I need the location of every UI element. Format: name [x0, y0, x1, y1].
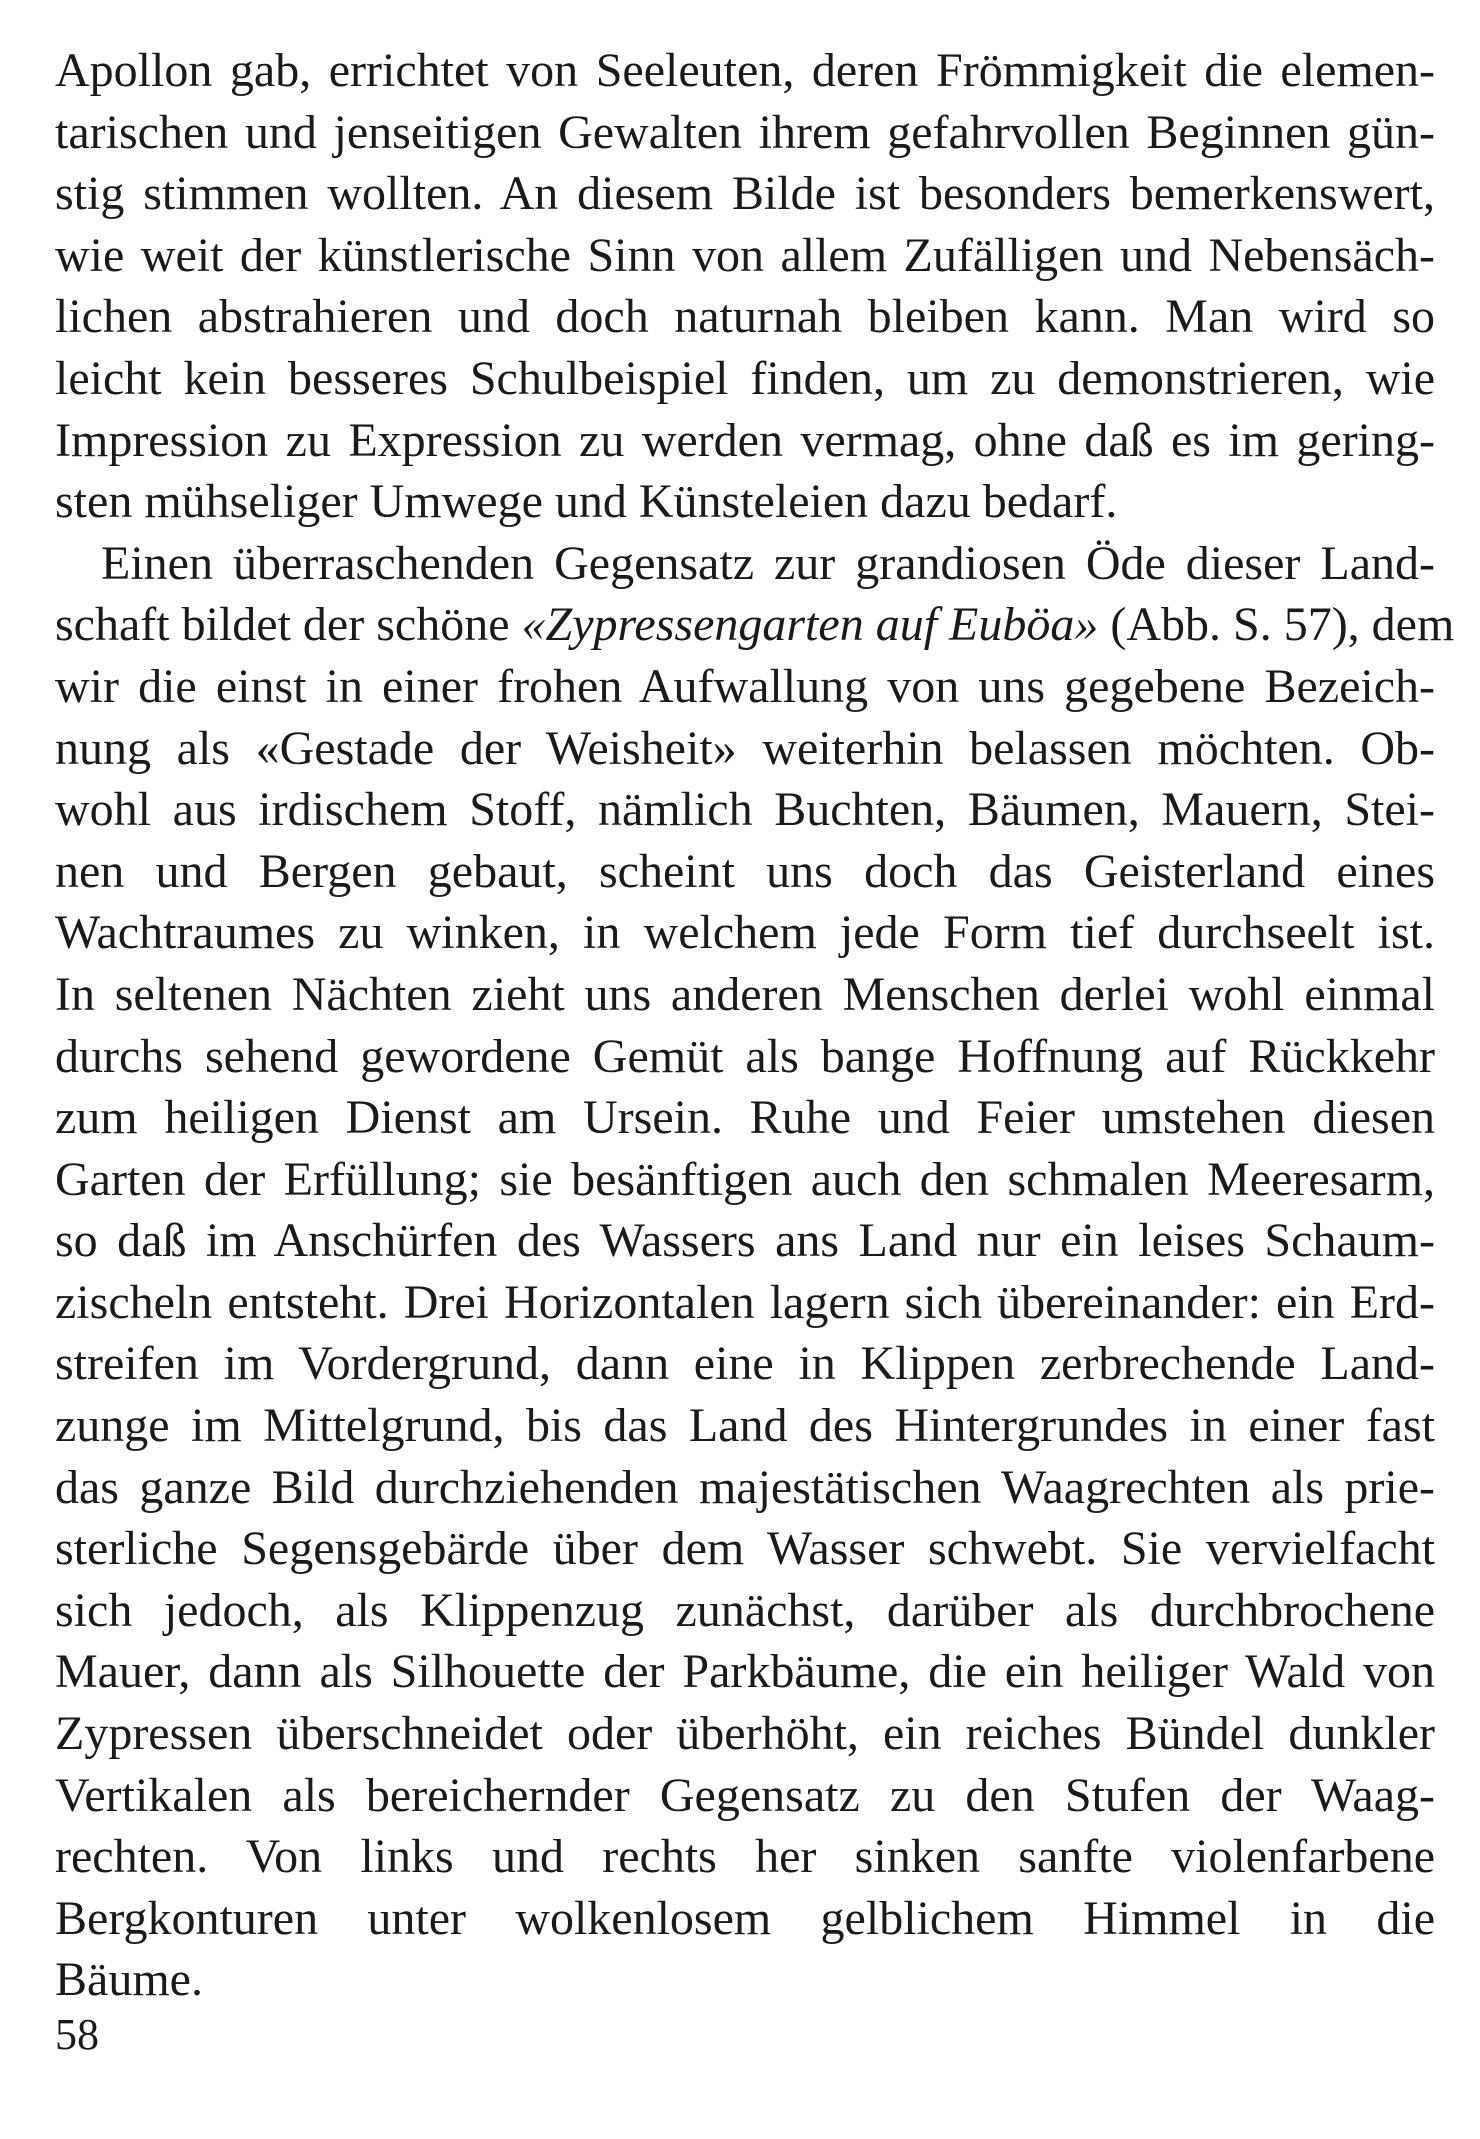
text-line: Vertikalen als bereichernder Gegensatz zu den Stufen der Waag-	[55, 1768, 1435, 1822]
text-line-with-title	[55, 594, 1455, 656]
text-line: zischeln entsteht. Drei Horizontalen lagern sich übereinander: ein Erd-	[55, 1275, 1435, 1329]
text-line: nen und Bergen gebaut, scheint uns doch das Geisterland eines	[55, 844, 1435, 898]
text-line: sten mühseliger Umwege und Künsteleien dazu bedarf.	[55, 475, 1118, 529]
text-line: sich jedoch, als Klippenzug zunächst, darüber als durchbrochene	[55, 1583, 1435, 1637]
text-line: streifen im Vordergrund, dann eine in Klippen zerbrechende Land-	[55, 1337, 1435, 1391]
text-line: Apollon gab, errichtet von Seeleuten, deren Frömmigkeit die elemen-	[55, 44, 1435, 97]
text-line: so daß im Anschürfen des Wassers ans Land nur ein leises Schaum-	[55, 1214, 1435, 1268]
text-line: Garten der Erfüllung; sie besänftigen auch den schmalen Meeresarm,	[55, 1152, 1435, 1206]
page-body	[55, 40, 1455, 2011]
text-line: nung als «Gestade der Weisheit» weiterhin belassen möchten. Ob-	[55, 721, 1435, 775]
text-line: wie weit der künstlerische Sinn von allem Zufälligen und Nebensäch-	[55, 228, 1435, 282]
text-segment: (Abb. S. 57), dem	[1098, 598, 1455, 652]
text-line: stig stimmen wollten. An diesem Bilde ist besonders bemerkenswert,	[55, 167, 1435, 221]
text-line: wir die einst in einer frohen Aufwallung von uns gegebene Bezeich-	[55, 659, 1435, 713]
text-line: Einen überraschenden Gegensatz zur grandiosen Öde dieser Land-	[101, 536, 1435, 590]
text-line: Bergkonturen unter wolkenlosem gelblichem Himmel in die	[55, 1891, 1435, 1945]
text-line: leicht kein besseres Schulbeispiel finden, um zu demonstrieren, wie	[55, 351, 1435, 405]
text-line: wohl aus irdischem Stoff, nämlich Buchten, Bäumen, Mauern, Stei-	[55, 783, 1435, 837]
text-line: das ganze Bild durchziehenden majestätischen Waagrechten als prie-	[55, 1460, 1435, 1514]
text-line: durchs sehend gewordene Gemüt als bange Hoffnung auf Rückkehr	[55, 1029, 1435, 1083]
text-line: Zypressen überschneidet oder überhöht, ein reiches Bündel dunkler	[55, 1707, 1435, 1761]
text-line: Mauer, dann als Silhouette der Parkbäume, die ein heiliger Wald von	[55, 1645, 1435, 1699]
text-line: rechten. Von links und rechts her sinken sanfte violenfarbene	[55, 1830, 1435, 1884]
text-line: Bäume.	[55, 1953, 203, 2007]
paragraph-2	[55, 533, 1455, 2011]
artwork-title: «Zypressengarten auf Euböa»	[521, 598, 1099, 652]
text-line: lichen abstrahieren und doch naturnah bleiben kann. Man wird so	[55, 290, 1435, 344]
text-line: In seltenen Nächten zieht uns anderen Menschen derlei wohl einmal	[55, 967, 1435, 1021]
text-line: Impression zu Expression zu werden vermag, ohne daß es im gering-	[55, 413, 1435, 467]
paragraph-1	[55, 40, 1435, 533]
text-line: tarischen und jenseitigen Gewalten ihrem gefahrvollen Beginnen gün-	[55, 105, 1435, 159]
text-line: sterliche Segensgebärde über dem Wasser schwebt. Sie vervielfacht	[55, 1522, 1435, 1576]
text-line: zum heiligen Dienst am Ursein. Ruhe und Feier umstehen diesen	[55, 1091, 1435, 1145]
page-number: 58	[55, 2010, 99, 2059]
text-line: zunge im Mittelgrund, bis das Land des Hintergrundes in einer fast	[55, 1399, 1435, 1453]
text-segment: schaft bildet der schöne	[55, 598, 522, 652]
text-line: Wachtraumes zu winken, in welchem jede Form tief durchseelt ist.	[55, 906, 1435, 960]
